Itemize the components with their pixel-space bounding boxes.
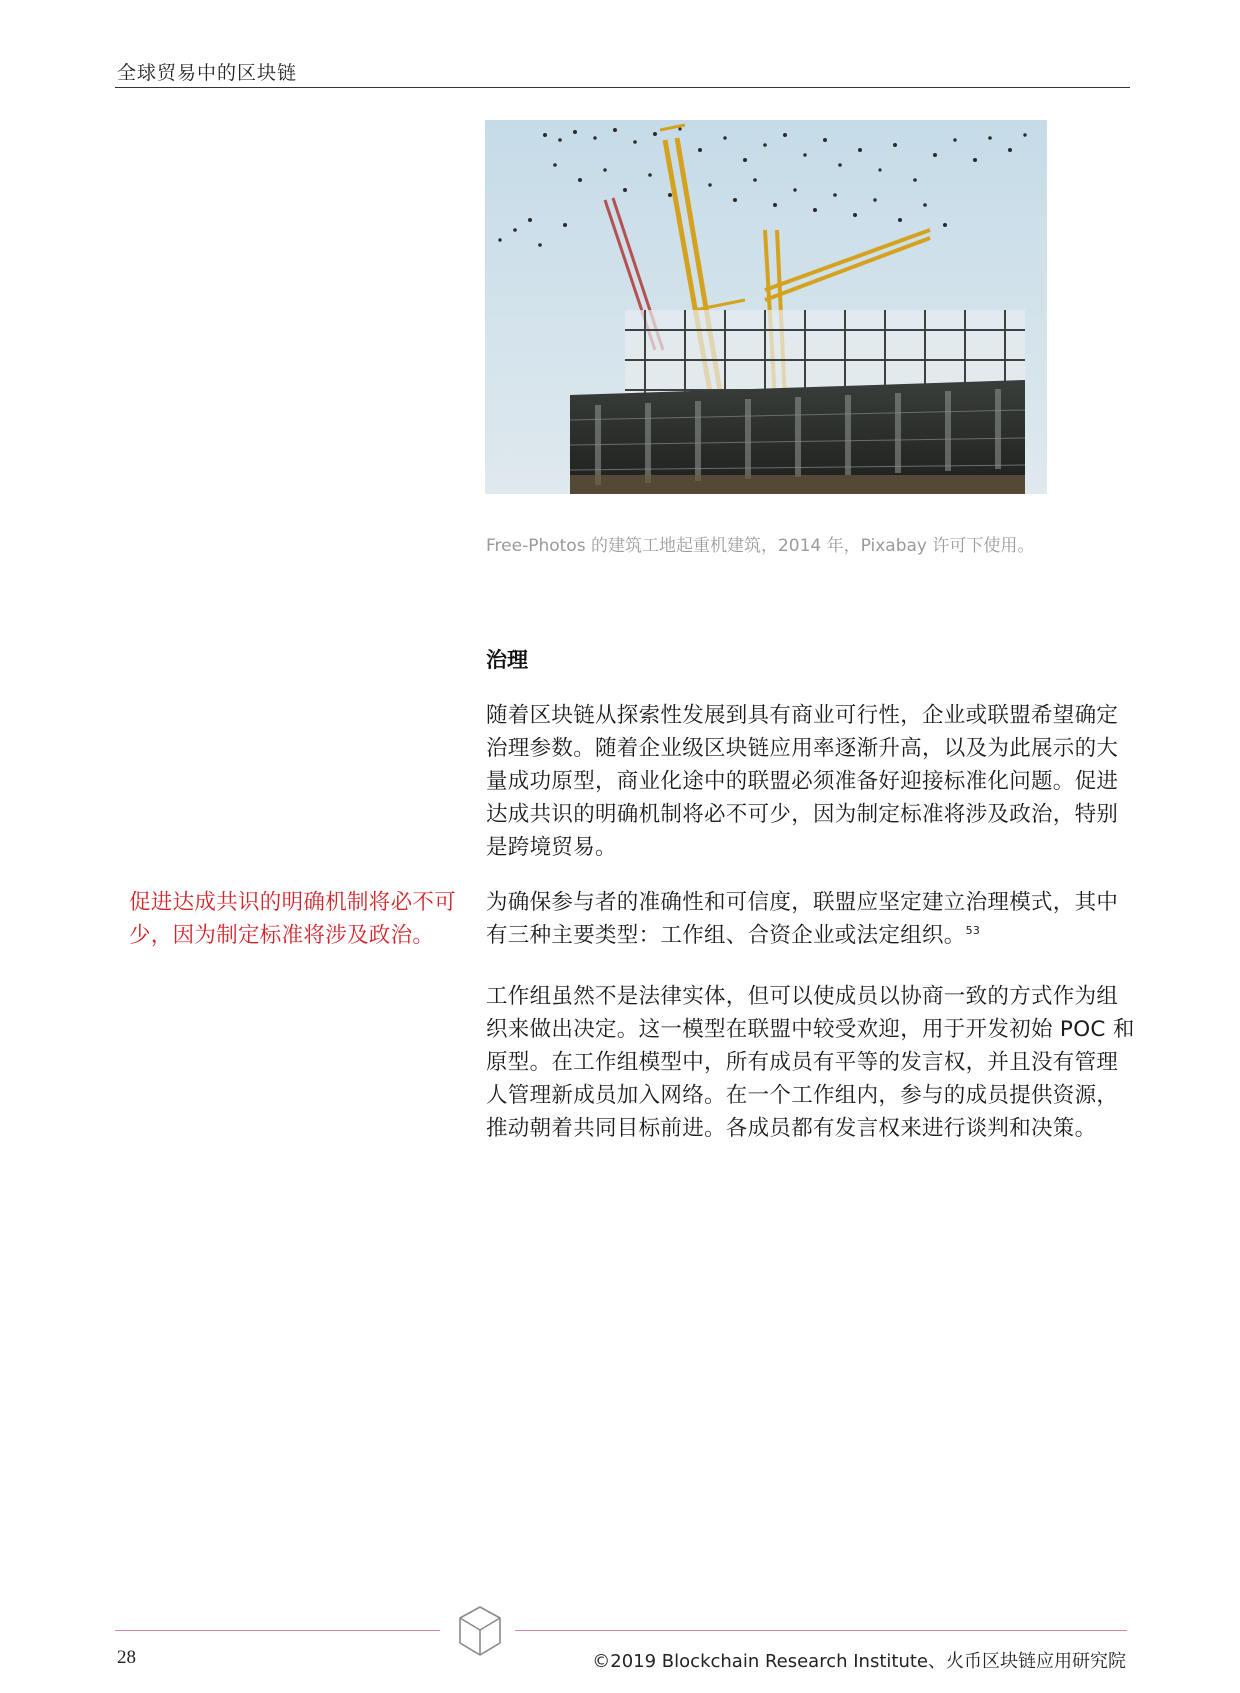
footer-divider-left xyxy=(115,1630,440,1631)
page-number: 28 xyxy=(117,1647,136,1668)
header-divider xyxy=(115,87,1130,88)
paragraph-line-text: 有三种主要类型：工作组、合资企业或法定组织。 xyxy=(486,923,966,948)
section-heading: 治理 xyxy=(486,648,528,672)
footer-divider-right xyxy=(515,1630,1127,1631)
paragraph-line: 为确保参与者的准确性和可信度，联盟应坚定建立治理模式，其中 xyxy=(486,890,1119,915)
paragraph-line: 量成功原型，商业化途中的联盟必须准备好迎接标准化问题。促进 xyxy=(486,769,1119,794)
paragraph-line: 达成共识的明确机制将必不可少，因为制定标准将涉及政治，特别 xyxy=(486,802,1119,827)
paragraph-line: 人管理新成员加入网络。在一个工作组内，参与的成员提供资源， xyxy=(486,1083,1119,1108)
pull-quote xyxy=(129,886,474,952)
pull-quote-line: 促进达成共识的明确机制将必不可 xyxy=(129,890,457,915)
footer-copyright: ©2019 Blockchain Research Institute、火币区块链应用研究院 xyxy=(592,1651,1126,1672)
paragraph-line: 推动朝着共同目标前进。各成员都有发言权来进行谈判和决策。 xyxy=(486,1116,1097,1141)
photo-caption: Free-Photos 的建筑工地起重机建筑，2014 年，Pixabay 许可下使用。 xyxy=(486,536,1035,556)
footnote-reference[interactable]: 53 xyxy=(965,923,981,937)
paragraph-line: 原型。在工作组模型中，所有成员有平等的发言权，并且没有管理 xyxy=(486,1050,1119,1075)
paragraph-line: 是跨境贸易。 xyxy=(486,835,617,860)
construction-cranes-photo xyxy=(485,120,1047,494)
body-paragraph-1 xyxy=(486,699,1126,864)
paragraph-line: 织来做出决定。这一模型在联盟中较受欢迎，用于开发初始 POC 和 xyxy=(486,1017,1135,1042)
running-header-title: 全球贸易中的区块链 xyxy=(117,62,298,84)
paragraph-line: 随着区块链从探索性发展到具有商业可行性，企业或联盟希望确定 xyxy=(486,703,1119,728)
body-paragraph-3 xyxy=(486,980,1135,1145)
paragraph-line: 治理参数。随着企业级区块链应用率逐渐升高，以及为此展示的大 xyxy=(486,736,1119,761)
body-paragraph-2 xyxy=(486,886,1126,952)
pull-quote-line: 少，因为制定标准将涉及政治。 xyxy=(129,923,435,948)
paragraph-line: 工作组虽然不是法律实体，但可以使成员以协商一致的方式作为组 xyxy=(486,984,1119,1009)
cube-icon xyxy=(455,1603,505,1659)
paragraph-line xyxy=(486,919,1126,952)
